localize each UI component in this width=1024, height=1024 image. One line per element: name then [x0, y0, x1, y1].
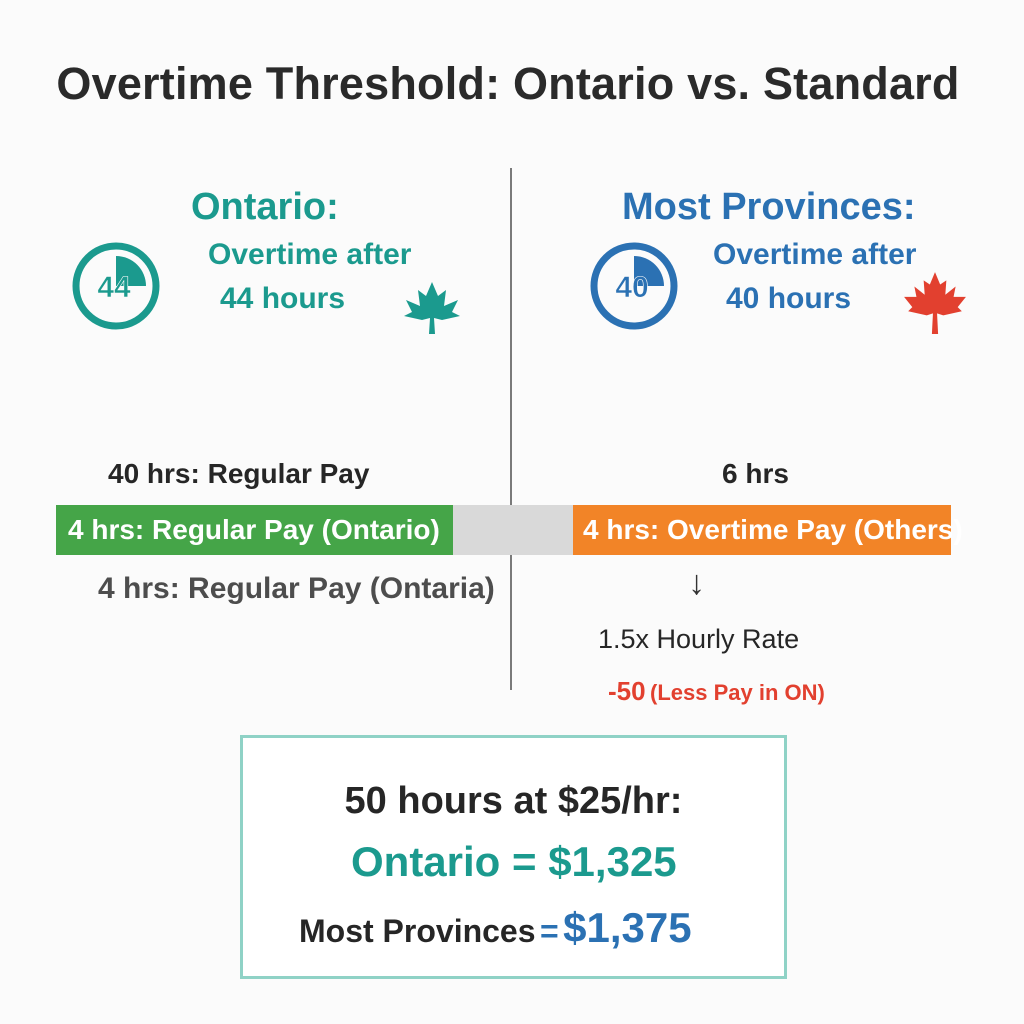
regular-pay-label: 40 hrs: Regular Pay	[108, 458, 370, 489]
maple-leaf-icon	[400, 278, 464, 336]
result-box	[240, 735, 787, 979]
ontario-clock-icon	[70, 240, 162, 332]
others-line2: 40 hours	[726, 282, 852, 315]
rate-label: 1.5x Hourly Rate	[598, 624, 800, 654]
ontario-line2: 44 hours	[220, 282, 346, 315]
gap-bar	[453, 505, 573, 555]
down-arrow-icon: ↓	[688, 564, 705, 602]
ontario-clock-value: 44	[97, 271, 131, 304]
others-overtime-bar	[573, 505, 963, 555]
others-clock-icon	[588, 240, 680, 332]
ontario-regular-note: 4 hrs: Regular Pay (Ontaria)	[98, 572, 495, 605]
others-total-eq: =	[539, 913, 559, 949]
others-overtime-bar-label: 4 hrs: Overtime Pay (Others)	[583, 514, 963, 545]
ontario-regular-bar	[56, 505, 453, 555]
others-total-amount: $1,375	[563, 904, 692, 951]
difference-line	[608, 676, 825, 707]
six-hours-label: 6 hrs	[722, 458, 789, 489]
difference-value: -50	[608, 676, 646, 706]
others-total-label: Most Provinces	[299, 913, 536, 949]
page-title: Overtime Threshold: Ontario vs. Standard	[56, 58, 960, 109]
ontario-line1: Overtime after	[208, 238, 412, 271]
others-clock-value: 40	[615, 271, 649, 304]
ontario-heading: Ontario:	[191, 186, 339, 228]
center-divider	[510, 168, 512, 690]
difference-note: (Less Pay in ON)	[650, 680, 825, 705]
ontario-regular-bar-label: 4 hrs: Regular Pay (Ontario)	[68, 514, 440, 545]
others-heading: Most Provinces:	[622, 186, 916, 228]
others-line1: Overtime after	[713, 238, 917, 271]
others-total-line	[299, 904, 692, 952]
maple-leaf-icon	[902, 270, 968, 336]
result-headline: 50 hours at $25/hr:	[344, 780, 683, 822]
ontario-total: Ontario = $1,325	[351, 838, 677, 885]
